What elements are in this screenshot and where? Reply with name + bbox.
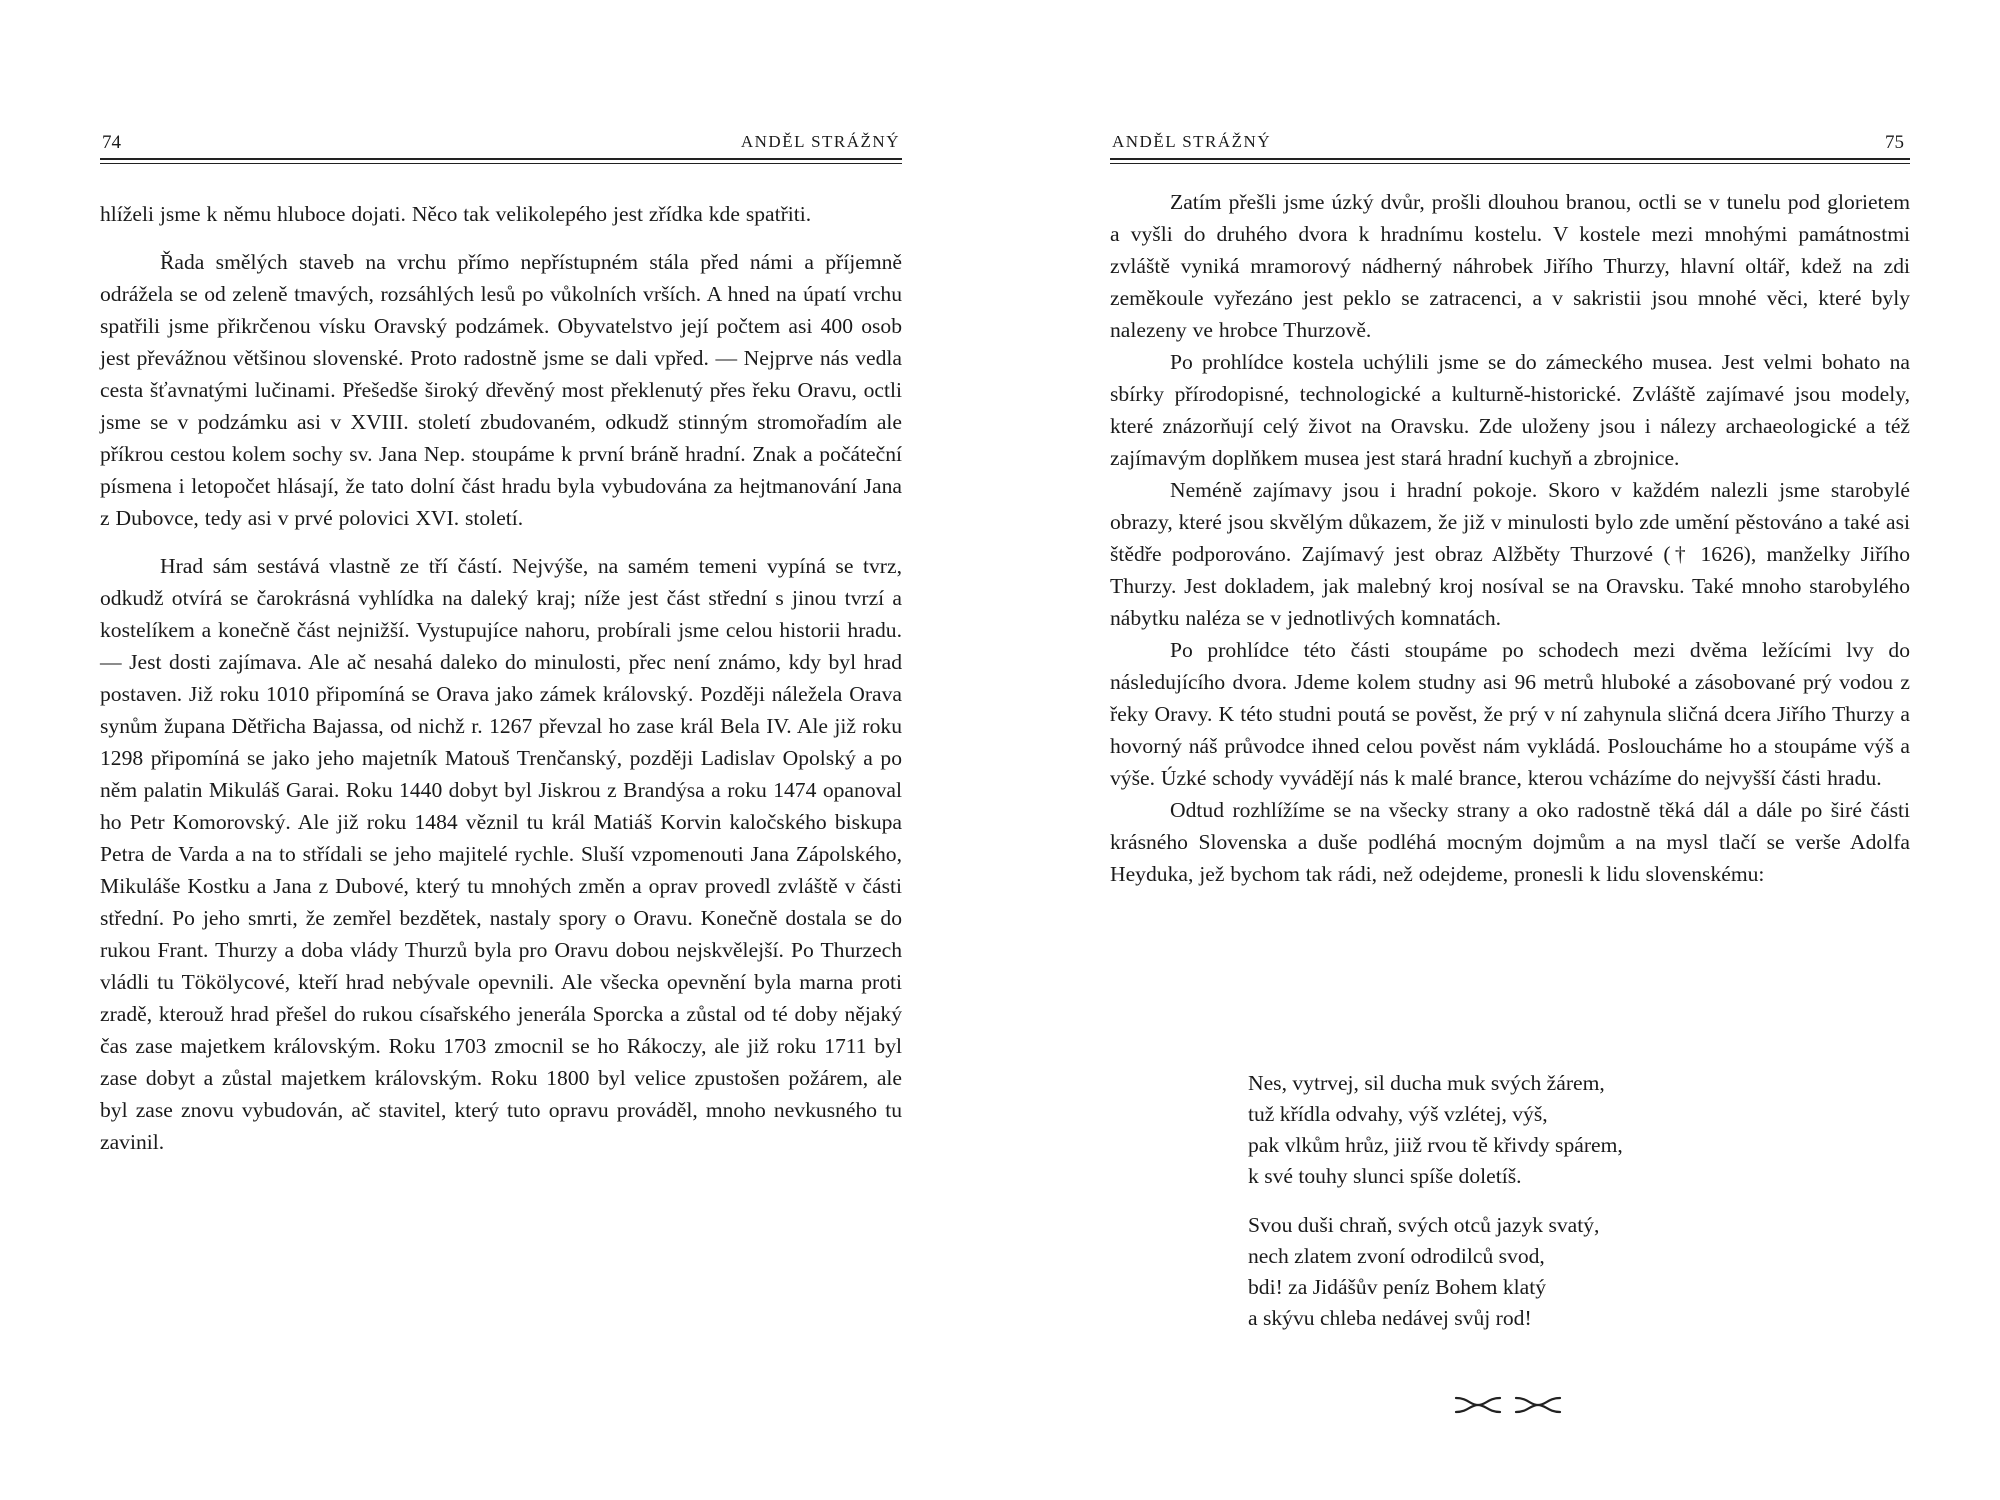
left-page-body	[100, 198, 902, 1158]
right-page	[1110, 0, 1910, 1500]
running-head: ANDĚL STRÁŽNÝ	[740, 132, 900, 151]
poem-stanza	[1248, 1068, 1768, 1192]
poem	[1248, 1068, 1768, 1334]
running-head: ANDĚL STRÁŽNÝ	[1112, 132, 1272, 151]
poem-verse: Svou duši chraň, svých otců jazyk svatý,	[1248, 1213, 1600, 1237]
paragraph: Řada smělých staveb na vrchu přímo nepřístupném stála před námi a příjemně odrážela se od zeleně tmavých, rozsáhlých lesů po vůkolních vrších. A hned na úpatí vrchu spatřili jsme přikrčenou vísku Oravský podzámek. Obyvatelstvo její počtem asi 400 osob jest převážnou většinou slovenské. Proto radostně jsme se dali vpřed. — Nejprve nás vedla cesta šťavnatými lučinami. Přešedše široký dřevěný most překlenutý přes řeku Oravu, octli jsme se v podzámku asi v XVIII. století zbudovaném, odkudž stinným stromořadím ale příkrou cestou kolem sochy sv. Jana Nep. stoupáme k první bráně hradní. Znak a počáteční písmena i letopočet hlásají, že tato dolní část hradu byla vybudována za hejtmanování Jana z Dubovce, tedy asi v prvé polovici XVI. století.	[100, 250, 902, 530]
paragraph: Zatím přešli jsme úzký dvůr, prošli dlouhou branou, octli se v tunelu pod glorietem a vyšli do druhého dvora k hradnímu kostelu. V kostele mezi mnohými památnostmi zvláště vyniká mramorový nádherný náhrobek Jiřího Thurzy, hlavní oltář, kdež na zdi zeměkoule vyřezáno jest peklo se zatracenci, a v sakristii jsou mnohé věci, které byly nalezeny ve hrobce Thurzově.	[1110, 190, 1910, 342]
poem-verse: nech zlatem zvoní odrodilců svod,	[1248, 1244, 1545, 1268]
paragraph: hlíželi jsme k němu hluboce dojati. Něco tak velikolepého jest zřídka kde spatřiti.	[100, 202, 812, 226]
poem-verse: k své touhy slunci spíše doletíš.	[1248, 1164, 1522, 1188]
right-page-header	[1110, 132, 1910, 156]
right-page-body	[1110, 186, 1910, 890]
page-number: 74	[102, 132, 121, 153]
header-rule	[100, 158, 902, 160]
paragraph: Neméně zajímavy jsou i hradní pokoje. Skoro v každém nalezli jsme starobylé obrazy, které jsou skvělým důkazem, že již v minulosti bylo zde umění pěstováno a také asi štědře podporováno. Zajímavý jest obraz Alžběty Thurzové († 1626), manželky Jiřího Thurzy. Jest dokladem, jak malebný kroj nosíval se na Oravsku. Také mnoho starobylého nábytku naléza se v jednotlivých komnatách.	[1110, 478, 1910, 630]
header-rule	[1110, 158, 1910, 160]
poem-verse: bdi! za Jidášův peníz Bohem klatý	[1248, 1275, 1547, 1299]
left-page	[100, 0, 902, 1500]
header-rule-thin	[1110, 163, 1910, 164]
paragraph: Po prohlídce této části stoupáme po schodech mezi dvěma ležícími lvy do následujícího dvora. Jdeme kolem studny asi 96 metrů hluboké a zásobované prý vodou z řeky Oravy. K této studni poutá se pověst, že prý v ní zahynula sličná dcera Jiřího Thurzy a hovorný náš průvodce ihned celou pověst nám vykládá. Posloucháme ho a stoupáme výš a výše. Úzké schody vyvádějí nás k malé brance, kterou vcházíme do nejvyšší části hradu.	[1110, 638, 1910, 790]
paragraph: Odtud rozhlížíme se na všecky strany a oko radostně těká dál a dále po širé části krásného Slovenska a duše podléhá mocným dojmům a na mysl tlačí se verše Adolfa Heyduka, jež bychom tak rádi, než odejdeme, pronesli k lidu slovenskému:	[1110, 798, 1910, 886]
paragraph: Po prohlídce kostela uchýlili jsme se do zámeckého musea. Jest velmi bohato na sbírky přírodopisné, technologické a kulturně-historické. Zvláště zajímavé jsou modely, které znázorňují celý život na Oravsku. Zde uloženy jsou i nálezy archaeologické a též zajímavým doplňkem musea jest stará hradní kuchyň a zbrojnice.	[1110, 350, 1910, 470]
paragraph: Hrad sám sestává vlastně ze tří částí. Nejvýše, na samém temeni vypíná se tvrz, odkudž otvírá se čarokrásná vyhlídka na daleký kraj; níže jest část střední s jinou tvrzí a kostelíkem a konečně část nejnižší. Vystupujíce nahoru, probírali jsme celou historii hradu. — Jest dosti zajímava. Ale ač nesahá daleko do minulosti, přec není známo, kdy byl hrad postaven. Již roku 1010 připomíná se Orava jako zámek královský. Později náležela Orava synům župana Dětřicha Bajassa, od nichž r. 1267 převzal ho zase král Bela IV. Ale již roku 1298 připomíná se jako jeho majetník Matouš Trenčanský, později Ladislav Opolský a po něm palatin Mikuláš Garai. Roku 1440 dobyt byl Jiskrou z Brandýsa a roku 1474 opanoval ho Petr Komorovský. Ale již roku 1484 věznil tu král Matiáš Korvin kaločského biskupa Petra de Varda a na to střídali se jeho majitelé rychle. Sluší vzpomenouti Jana Zápolského, Mikuláše Kostku a Jana z Dubové, který tu mnohých změn a oprav provedl zvláště v části střední. Po jeho smrti, že zemřel bezdětek, nastaly spory o Oravu. Konečně dostala se do rukou Frant. Thurzy a doba vlády Thurzů byla pro Oravu dobou nejskvělejší. Po Thurzech vládli tu Tökölycové, kteří hrad nebývale opevnili. Ale všecka opevnění byla marna proti zradě, kterouž hrad přešel do rukou císařského jenerála Sporcka a zůstal od té doby nějaký čas zase majetkem královským. Roku 1703 zmocnil se ho Rákoczy, ale již roku 1711 byl zase dobyt a zůstal majetkem královským. Roku 1800 byl velice zpustošen požárem, ale byl zase znovu vybudován, ač stavitel, který tuto opravu prováděl, mnoho nevkusného tu zavinil.	[100, 554, 902, 1154]
poem-verse: a skývu chleba nedávej svůj rod!	[1248, 1306, 1532, 1330]
poem-verse: tuž křídla odvahy, výš vzlétej, výš,	[1248, 1102, 1548, 1126]
page-number: 75	[1885, 132, 1904, 153]
poem-stanza	[1248, 1210, 1768, 1334]
fleuron-ornament-icon	[1452, 1392, 1572, 1418]
left-page-header	[100, 132, 902, 156]
header-rule-thin	[100, 163, 902, 164]
poem-verse: pak vlkům hrůz, jiiž rvou tě křivdy spárem,	[1248, 1133, 1623, 1157]
poem-verse: Nes, vytrvej, sil ducha muk svých žárem,	[1248, 1071, 1605, 1095]
